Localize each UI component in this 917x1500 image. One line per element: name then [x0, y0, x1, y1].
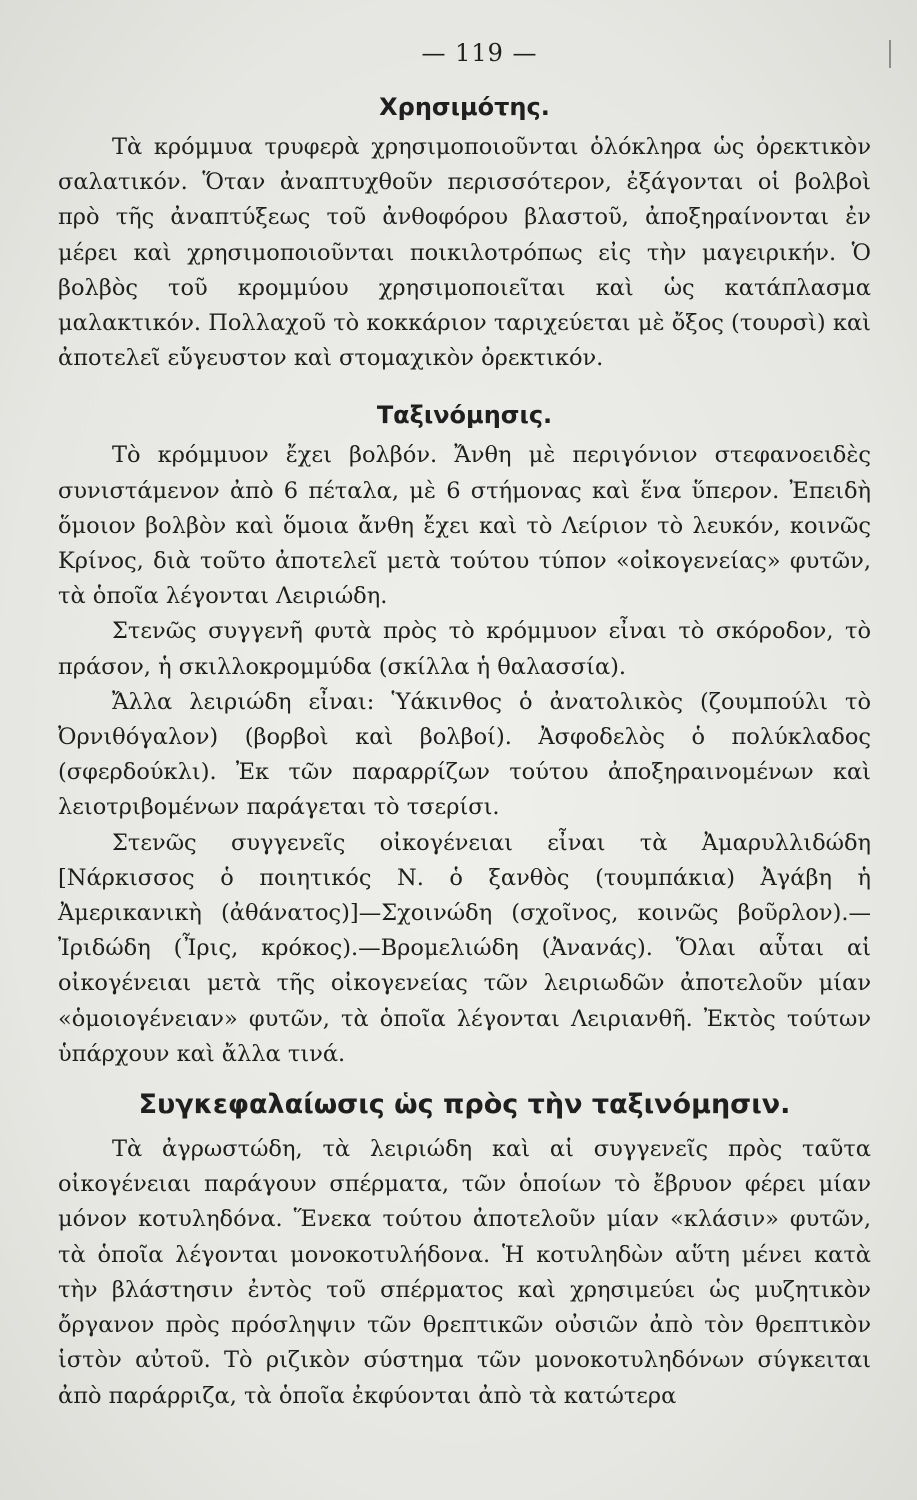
uses-paragraph: Τὰ κρόμμυα τρυφερὰ χρησιμοποιοῦνται ὁλόκληρα ὡς ὀρεκτικὸν σαλατικόν. Ὅταν ἀναπτυχθοῦν περισσότερον, ἐξάγονται οἱ βολβοὶ πρὸ τῆς ἀναπτύξεως τοῦ ἀνθοφόρου βλαστοῦ, ἀποξηραίνονται ἐν μέρει καὶ χρησιμοποιοῦνται ποικιλοτρόπως εἰς τὴν μαγειρικήν. Ὁ βολβὸς τοῦ κρομμύου χρησιμοποιεῖται καὶ ὡς κατάπλασμα μαλακτικόν. Πολλαχοῦ τὸ κοκκάριον ταριχεύεται μὲ ὄξος (τουρσὶ) καὶ ἀποτελεῖ εὔγευστον καὶ στομαχικὸν ὀρεκτικόν.	[58, 134, 871, 372]
page-edge-mark	[889, 40, 891, 68]
classification-paragraph-4: Στενῶς συγγενεῖς οἰκογένειαι εἶναι τὰ Ἀμαρυλλιδώδη [Νάρκισσος ὁ ποιητικός Ν. ὁ ξανθὸς (τουμπάκια) Ἀγάβη ἡ Ἀμερικανικὴ (ἀθάνατος)]—Σχοινώδη (σχοῖνος, κοινῶς βοῦρλον).—Ἰριδώδη (Ἶρις, κρόκος).—Βρομελιώδη (Ἀνανάς). Ὅλαι αὗται αἱ οἰκογένειαι μετὰ τῆς οἰκογενείας τῶν λειριωδῶν ἀποτελοῦν μίαν «ὁμοιογένειαν» φυτῶν, τὰ ὁποῖα λέγονται Λειριανθῆ. Ἐκτὸς τούτων ὑπάρχουν καὶ ἄλλα τινά.	[58, 829, 871, 1067]
section-heading-uses: Χρησιμότης.	[379, 93, 550, 121]
classification-paragraph-2: Στενῶς συγγενῆ φυτὰ πρὸς τὸ κρόμμυον εἶναι τὸ σκόροδον, τὸ πράσον, ἡ σκιλλοκρομμύδα (σκίλλα ἡ θαλασσία).	[58, 618, 871, 680]
section-heading-summary: Συγκεφαλαίωσις ὡς πρὸς τὴν ταξινόμησιν.	[138, 1089, 791, 1121]
classification-paragraph-1: Τὸ κρόμμυον ἔχει βολβόν. Ἄνθη μὲ περιγόνιον στεφανοειδὲς συνιστάμενον ἀπὸ 6 πέταλα, μὲ 6 στήμονας καὶ ἕνα ὕπερον. Ἐπειδὴ ὅμοιον βολβὸν καὶ ὅμοια ἄνθη ἔχει καὶ τὸ Λείριον τὸ λευκόν, κοινῶς Κρίνος, διὰ τοῦτο ἀποτελεῖ μετὰ τούτου τύπον «οἰκογενείας» φυτῶν, τὰ ὁποῖα λέγονται Λειριώδη.	[58, 442, 871, 610]
summary-paragraph: Τὰ ἀγρωστώδη, τὰ λειριώδη καὶ αἱ συγγενεῖς πρὸς ταῦτα οἰκογένειαι παράγουν σπέρματα, τῶν ὁποίων τὸ ἔβρυον φέρει μίαν μόνον κοτυληδόνα. Ἕνεκα τούτου ἀποτελοῦν μίαν «κλάσιν» φυτῶν, τὰ ὁποῖα λέγονται μονοκοτυλήδονα. Ἡ κοτυληδὼν αὕτη μένει κατὰ τὴν βλάστησιν ἐντὸς τοῦ σπέρματος καὶ χρησιμεύει ὡς μυζητικὸν ὄργανον πρὸς πρόσληψιν τῶν θρεπτικῶν οὐσιῶν ἀπὸ τὸν θρεπτικὸν ἱστὸν αὐτοῦ. Τὸ ριζικὸν σύστημα τῶν μονοκοτυληδόνων σύγκειται ἀπὸ παράρριζα, τὰ ὁποῖα ἐκφύονται ἀπὸ τὰ κατώτερα	[58, 1136, 871, 1409]
page-number: — 119 —	[421, 39, 538, 67]
section-heading-classification: Ταξινόμησις.	[376, 401, 553, 430]
classification-paragraph-3: Ἄλλα λειριώδη εἶναι: Ὑάκινθος ὁ ἀνατολικὸς (ζουμπούλι τὸ Ὀρνιθόγαλον) (βορβοὶ καὶ βολβοί). Ἀσφοδελὸς ὁ πολύκλαδος (σφερδούκλι). Ἐκ τῶν παραρρίζων τούτου ἀποξηραινομένων καὶ λειοτριβομένων παράγεται τὸ τσερίσι.	[58, 688, 871, 821]
